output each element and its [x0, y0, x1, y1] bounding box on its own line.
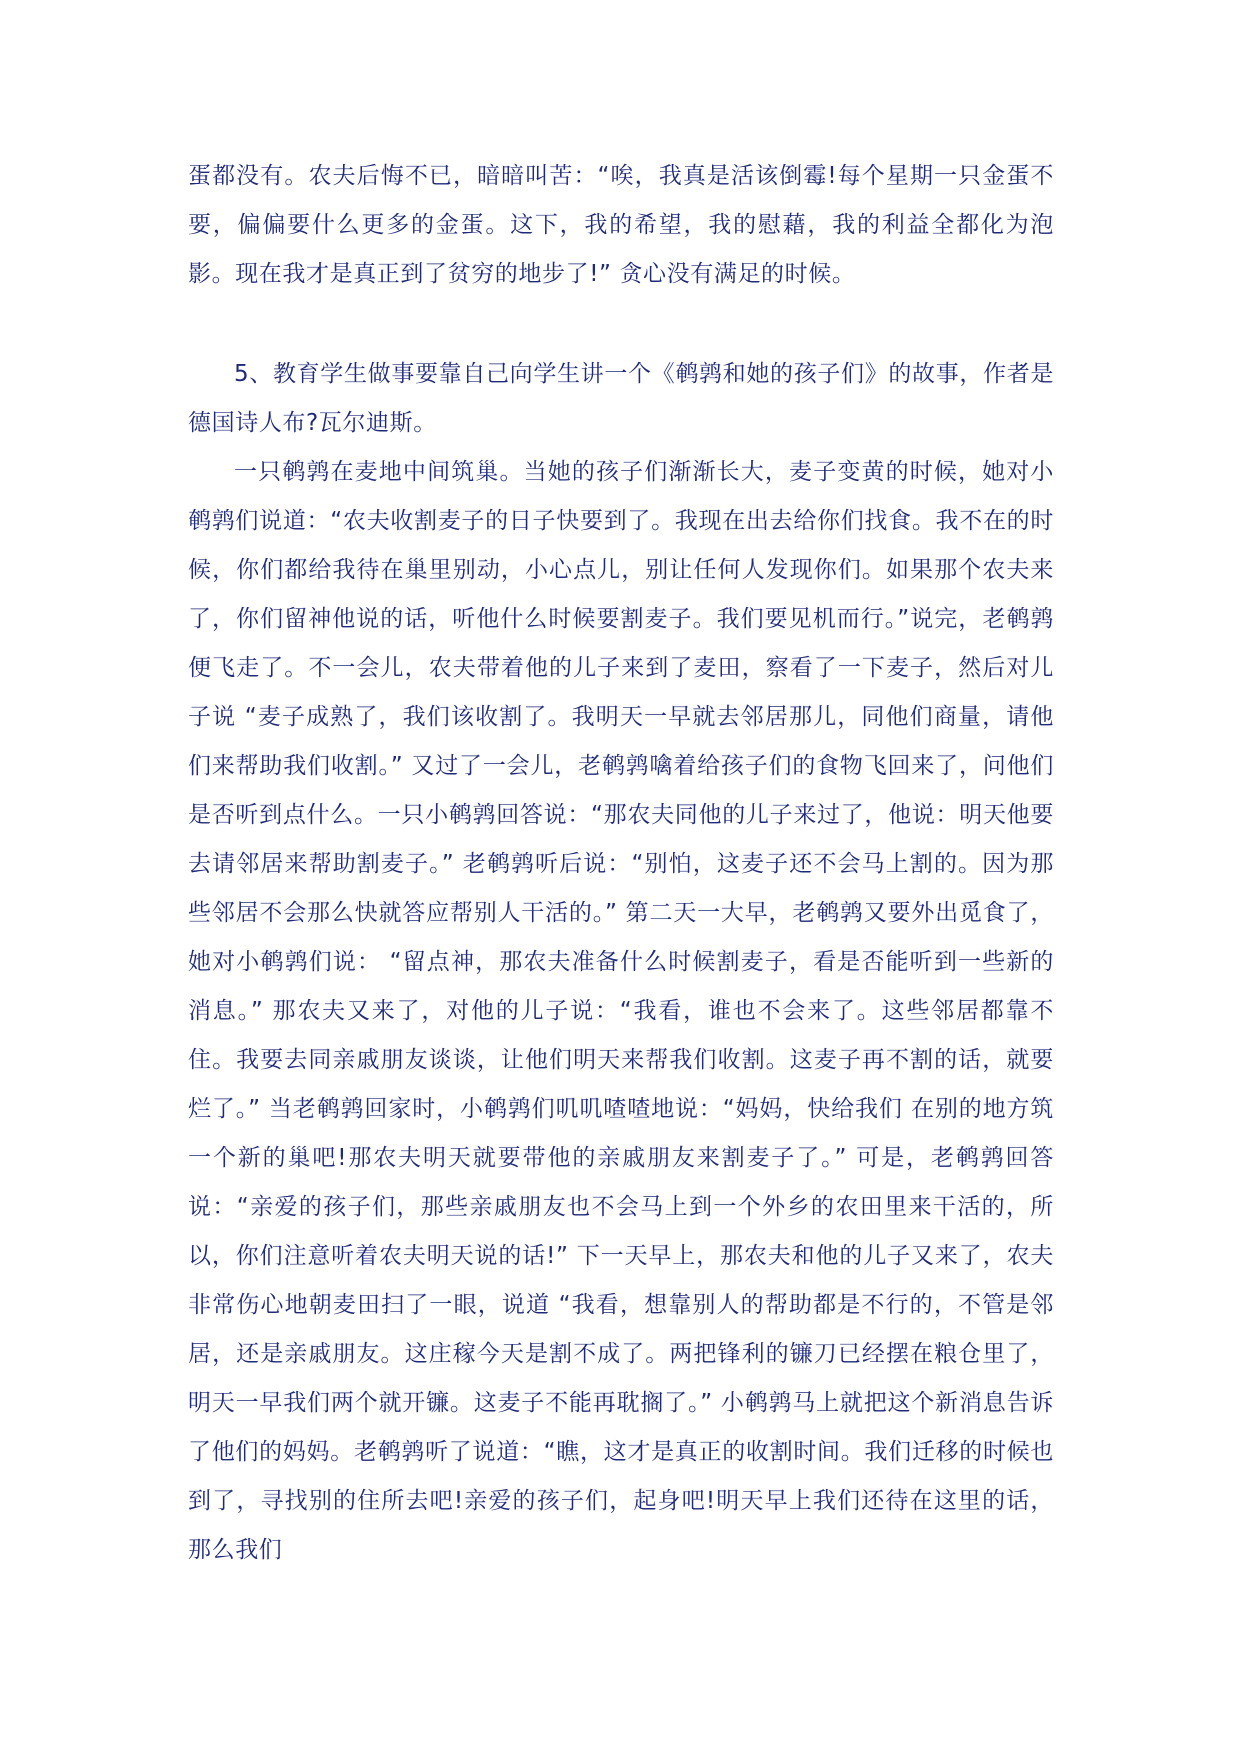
story-text-top	[188, 152, 1054, 299]
paragraph-golden-egg-ending: 蛋都没有。农夫后悔不已，暗暗叫苦：“唉，我真是活该倒霉!每个星期一只金蛋不要，偏偏要什么更多的金蛋。这下，我的希望，我的慰藉，我的利益全都化为泡影。现在我才是真正到了贫穷的地步了!” 贪心没有满足的时候。	[188, 163, 1054, 287]
paragraph-section-5-intro: 5、教育学生做事要靠自己向学生讲一个《鹌鹑和她的孩子们》的故事，作者是德国诗人布?瓦尔迪斯。	[188, 361, 1054, 436]
story-text-heading	[188, 350, 1054, 448]
story-text-main	[188, 448, 1054, 1575]
paragraph-quail-story: 一只鹌鹑在麦地中间筑巢。当她的孩子们渐渐长大，麦子变黄的时候，她对小鹌鹑们说道：“农夫收割麦子的日子快要到了。我现在出去给你们找食。我不在的时候，你们都给我待在巢里别动，小心点儿，别让任何人发现你们。如果那个农夫来了，你们留神他说的话，听他什么时候要割麦子。我们要见机而行。”说完，老鹌鹑便飞走了。不一会儿，农夫带着他的儿子来到了麦田，察看了一下麦子，然后对儿子说 “麦子成熟了，我们该收割了。我明天一早就去邻居那儿，同他们商量，请他们来帮助我们收割。” 又过了一会儿，老鹌鹑噙着给孩子们的食物飞回来了，问他们是否听到点什么。一只小鹌鹑回答说：“那农夫同他的儿子来过了，他说：明天他要去请邻居来帮助割麦子。” 老鹌鹑听后说：“别怕，这麦子还不会马上割的。因为那些邻居不会那么快就答应帮别人干活的。” 第二天一大早，老鹌鹑又要外出觅食了，她对小鹌鹑们说： “留点神，那农夫准备什么时候割麦子，看是否能听到一些新的消息。” 那农夫又来了，对他的儿子说：“我看，谁也不会来了。这些邻居都靠不住。我要去同亲戚朋友谈谈，让他们明天来帮我们收割。这麦子再不割的话，就要烂了。” 当老鹌鹑回家时，小鹌鹑们叽叽喳喳地说：“妈妈，快给我们 在别的地方筑一个新的巢吧!那农夫明天就要带他的亲戚朋友来割麦子了。” 可是，老鹌鹑回答说：“亲爱的孩子们，那些亲戚朋友也不会马上到一个外乡的农田里来干活的，所以，你们注意听着农夫明天说的话!” 下一天早上，那农夫和他的儿子又来了，农夫非常伤心地朝麦田扫了一眼，说道 “我看，想靠别人的帮助都是不行的，不管是邻居，还是亲戚朋友。这庄稼今天是割不成了。两把锋利的镰刀已经摆在粮仓里了，明天一早我们两个就开镰。这麦子不能再耽搁了。” 小鹌鹑马上就把这个新消息告诉了他们的妈妈。老鹌鹑听了说道：“瞧，这才是真正的收割时间。我们迁移的时候也到了，寻找别的住所去吧!亲爱的孩子们，起身吧!明天早上我们还待在这里的话，那么我们	[188, 459, 1054, 1563]
